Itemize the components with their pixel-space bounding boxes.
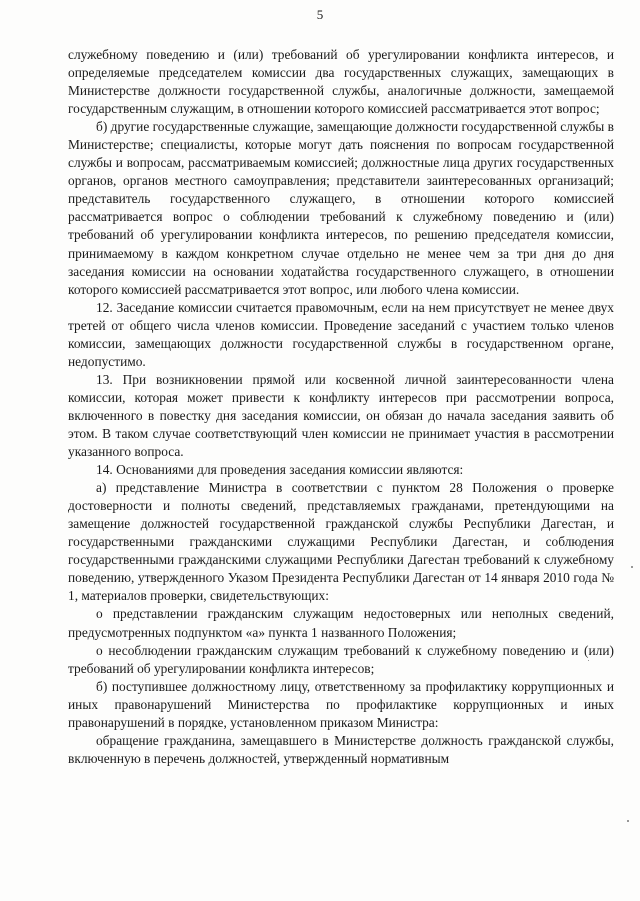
scan-speck	[627, 820, 629, 822]
document-body	[68, 46, 614, 768]
scan-speck	[631, 566, 633, 568]
scan-speck	[588, 660, 589, 661]
paragraph-14: 14. Основаниями для проведения заседания комиссии являются:	[96, 462, 464, 478]
paragraph-14-a-2: о несоблюдении гражданским служащим требований к служебному поведению и (или) требований об урегулировании конфликта интересов;	[68, 642, 614, 676]
paragraph-14-b: б) поступившее должностному лицу, ответственному за профилактику коррупционных и иных правонарушений Министерства по профилактике коррупционных и иных правонарушений в порядке, установленном приказом Министра:	[68, 678, 614, 730]
page-number: 5	[316, 7, 324, 22]
paragraph-14-a-1: о представлении гражданским служащим недостоверных или неполных сведений, предусмотренных подпунктом «а» пункта 1 названного Положения;	[68, 606, 614, 640]
paragraph-item-b: б) другие государственные служащие, замещающие должности государственной службы в Министерстве; специалисты, которые могут дать пояснения по вопросам государственной службы и вопросам, рассматриваемым комиссией; должностные лица других государственных органов, органов местного самоуправления; представители заинтересованных организаций; представитель государственного служащего, в отношении которого комиссией рассматривается вопрос о соблюдении требований к служебному поведению и (или) требований об урегулировании конфликта интересов, по решению председателя комиссии, принимаемому в каждом конкретном случае отдельно не менее чем за три дня до дня заседания комиссии на основании ходатайства государственного служащего, в отношении которого комиссией рассматривается этот вопрос, или любого члена комиссии.	[68, 119, 614, 297]
paragraph-12: 12. Заседание комиссии считается правомочным, если на нем присутствует не менее двух третей от общего числа членов комиссии. Проведение заседаний с участием только членов комиссии, замещающих должности государственной службы в государственном органе, недопустимо.	[68, 299, 614, 369]
paragraph-13: 13. При возникновении прямой или косвенной личной заинтересованности члена комиссии, которая может привести к конфликту интересов при рассмотрении вопроса, включенного в повестку дня заседания комиссии, он обязан до начала заседания заявить об этом. В таком случае соответствующий член комиссии не принимает участия в рассмотрении указанного вопроса.	[68, 371, 614, 460]
paragraph-14-a: а) представление Министра в соответствии с пунктом 28 Положения о проверке достоверности и полноты сведений, представляемых гражданами, претендующими на замещение должностей государственной гражданской службы Республики Дагестан, и государственными гражданскими служащими Республики Дагестан, и соблюдения государственными гражданскими служащими Республики Дагестан требований к служебному поведению, утвержденного Указом Президента Республики Дагестан от 14 января 2010 года № 1, материалов проверки, свидетельствующих:	[68, 480, 614, 604]
paragraph-14-b-1: обращение гражданина, замещавшего в Министерстве должность гражданской службы, включенную в перечень должностей, утвержденный нормативным	[68, 732, 614, 766]
paragraph-continuation: служебному поведению и (или) требований об урегулировании конфликта интересов, и определяемые председателем комиссии два государственных служащих, замещающих в Министерстве должности государственной службы, аналогичные должности, замещаемой государственным служащим, в отношении которого комиссией рассматривается этот вопрос;	[68, 47, 614, 117]
